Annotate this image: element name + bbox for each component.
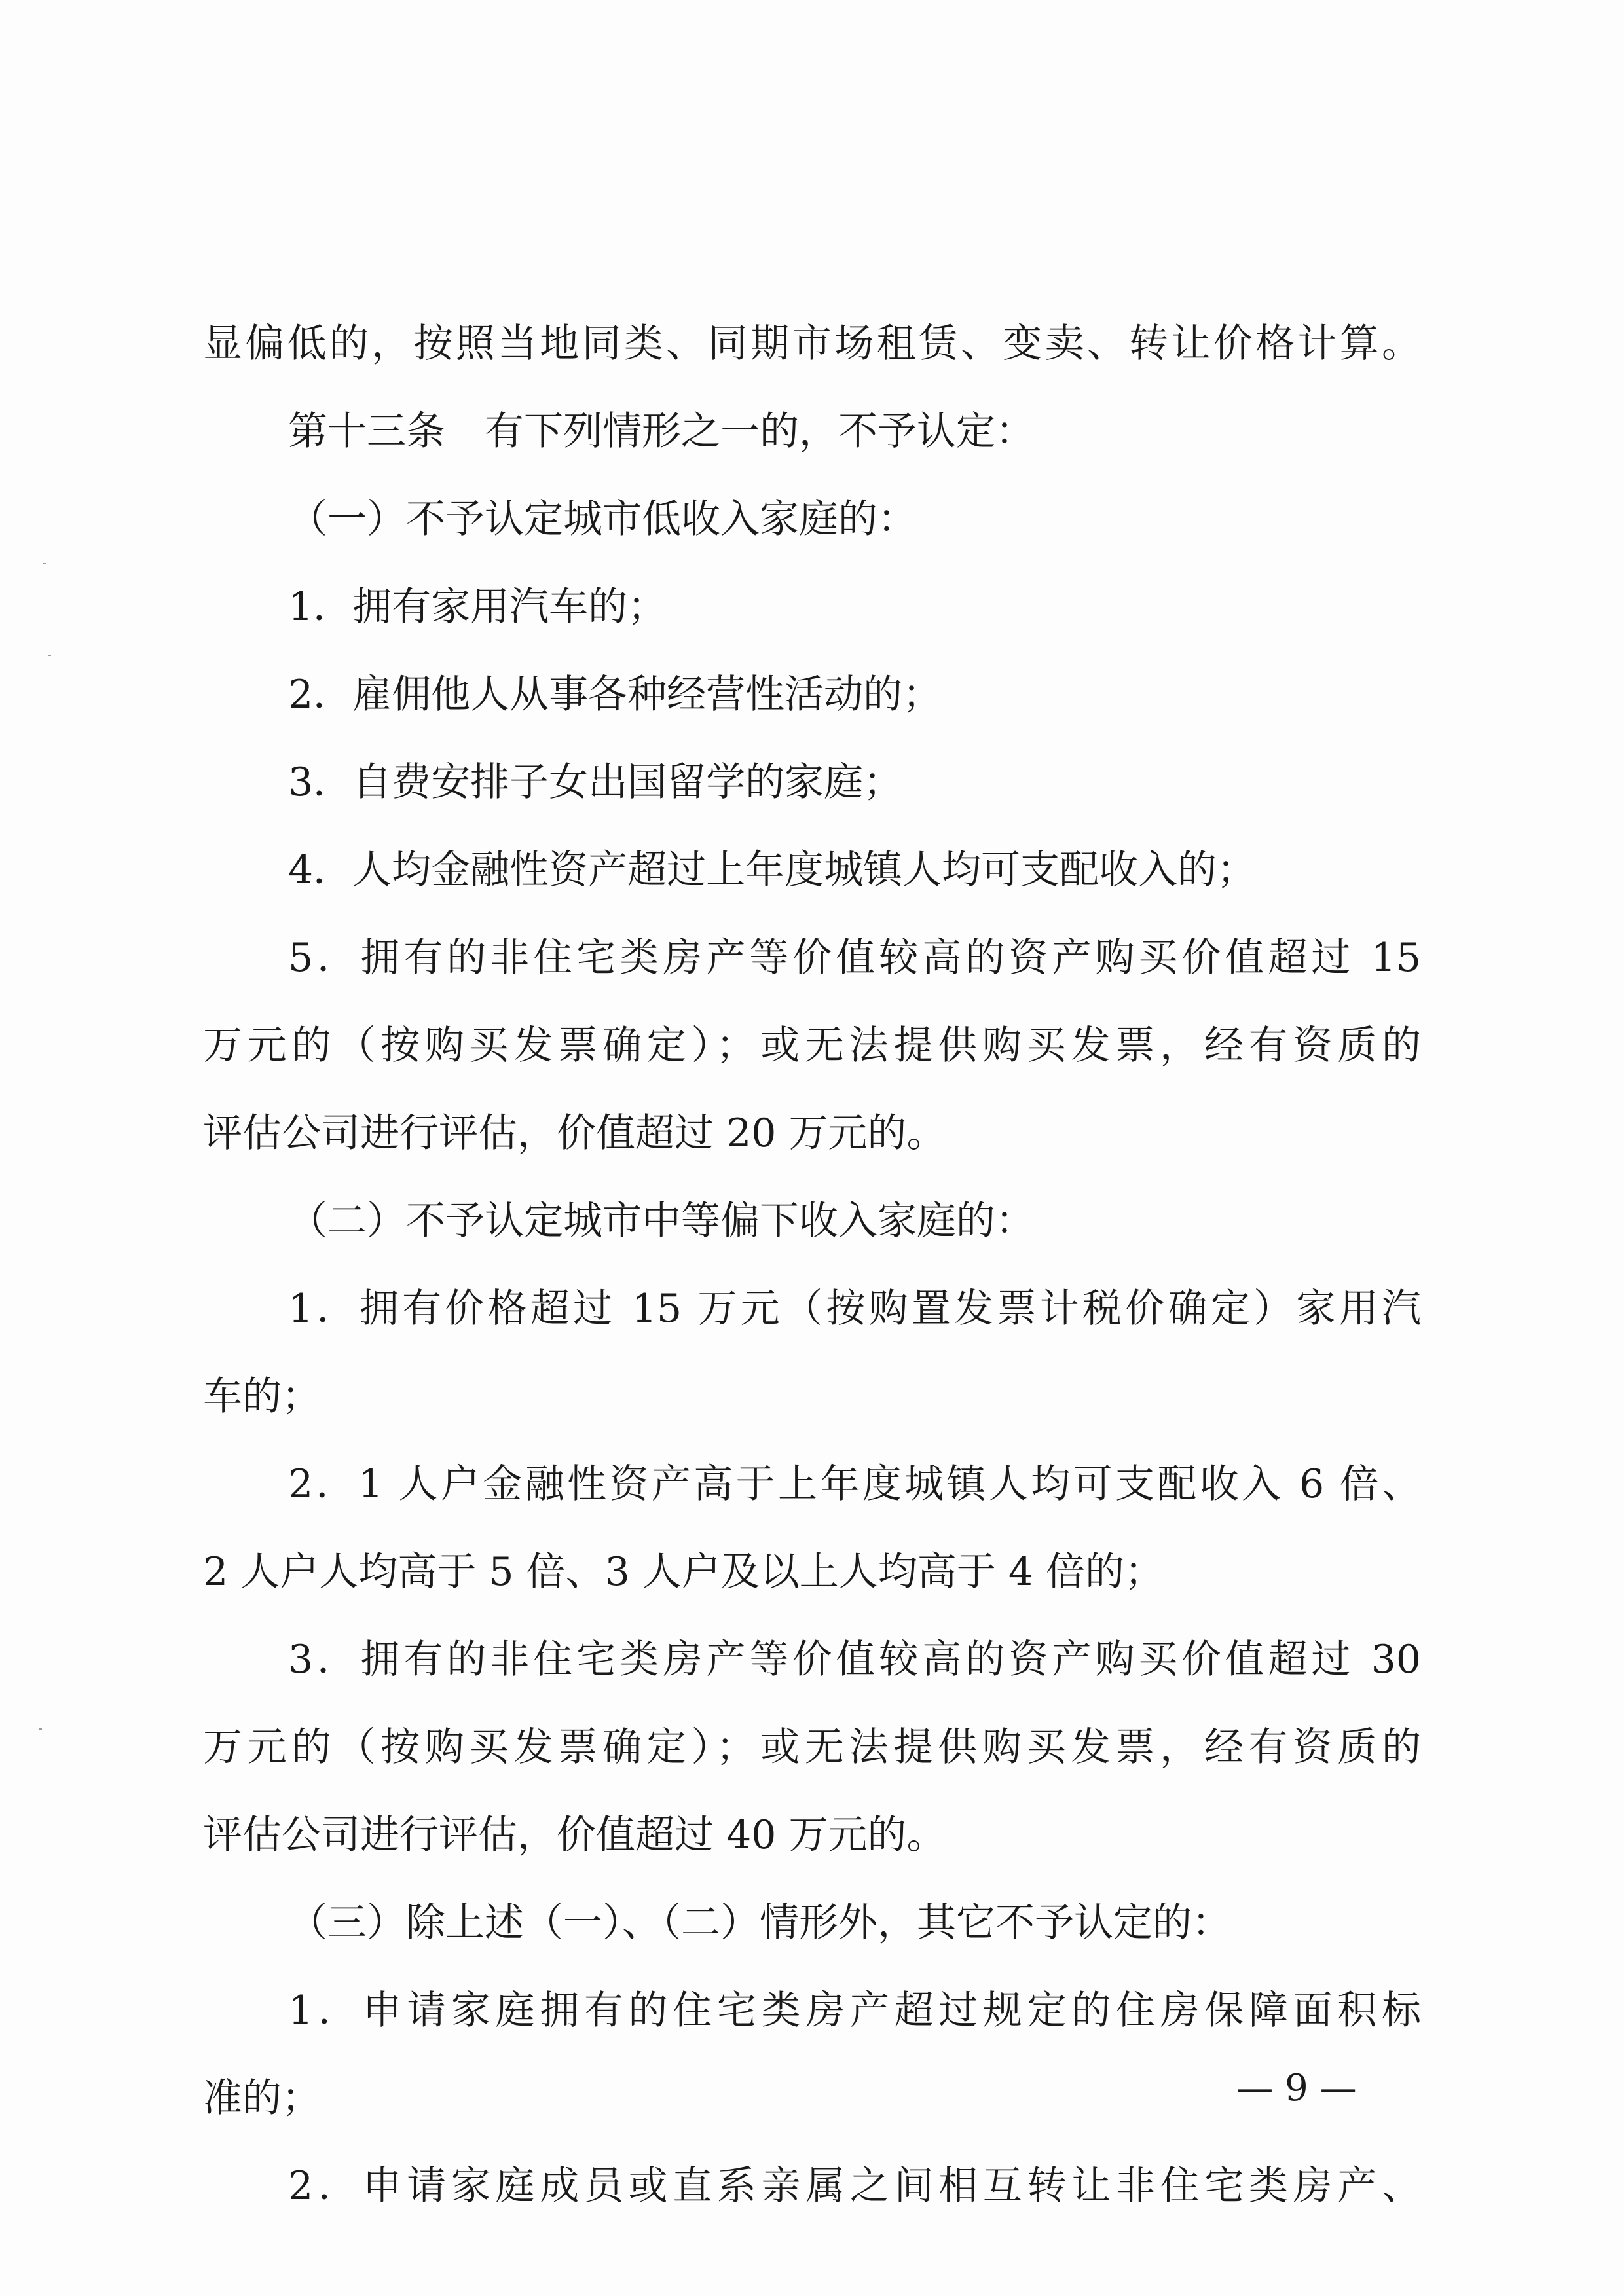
- text-line: 车的；: [203, 1374, 321, 1419]
- text-line: 万元的（按购买发票确定）；或无法提供购买发票，经有资质的: [203, 1724, 1421, 1770]
- list-item: 4．人均金融性资产超过上年度城镇人均可支配收入的；: [288, 847, 1257, 893]
- section-heading: （三）除上述（一）、（二）情形外，其它不予认定的：: [288, 1900, 1231, 1946]
- document-body: [203, 300, 1421, 2230]
- article-heading: 第十三条 有下列情形之一的，不予认定：: [288, 409, 1035, 454]
- list-item: 2．申请家庭成员或直系亲属之间相互转让非住宅类房产、: [288, 2163, 1421, 2209]
- text-line: 万元的（按购买发票确定）；或无法提供购买发票，经有资质的: [203, 1023, 1421, 1068]
- section-heading: （一）不予认定城市低收入家庭的：: [288, 496, 917, 542]
- list-item: 1．拥有价格超过 15 万元（按购置发票计税价确定）家用汽: [288, 1286, 1421, 1332]
- scan-speck: [39, 1728, 42, 1730]
- text-line: 准的；: [203, 2075, 321, 2121]
- scan-speck: [48, 655, 51, 656]
- list-item: 5．拥有的非住宅类房产等价值较高的资产购买价值超过 15: [288, 935, 1421, 981]
- list-item: 2．雇佣他人从事各种经营性活动的；: [288, 672, 942, 718]
- page-number: — 9 —: [1236, 2067, 1357, 2109]
- scan-speck: [43, 563, 46, 564]
- text-line: 评估公司进行评估，价值超过 20 万元的。: [203, 1110, 946, 1156]
- list-item: 1．申请家庭拥有的住宅类房产超过规定的住房保障面积标: [288, 1988, 1421, 2033]
- text-line: 评估公司进行评估，价值超过 40 万元的。: [203, 1812, 946, 1858]
- section-heading: （二）不予认定城市中等偏下收入家庭的：: [288, 1198, 1035, 1244]
- text-line: 显偏低的，按照当地同类、同期市场租赁、变卖、转让价格计算。: [203, 321, 1421, 367]
- text-line: 2 人户人均高于 5 倍、3 人户及以上人均高于 4 倍的；: [203, 1549, 1164, 1595]
- list-item: 3．自费安排子女出国留学的家庭；: [288, 759, 903, 805]
- list-item: 3．拥有的非住宅类房产等价值较高的资产购买价值超过 30: [288, 1637, 1421, 1683]
- list-item: 2．1 人户金融性资产高于上年度城镇人均可支配收入 6 倍、: [288, 1461, 1421, 1507]
- list-item: 1．拥有家用汽车的；: [288, 584, 667, 630]
